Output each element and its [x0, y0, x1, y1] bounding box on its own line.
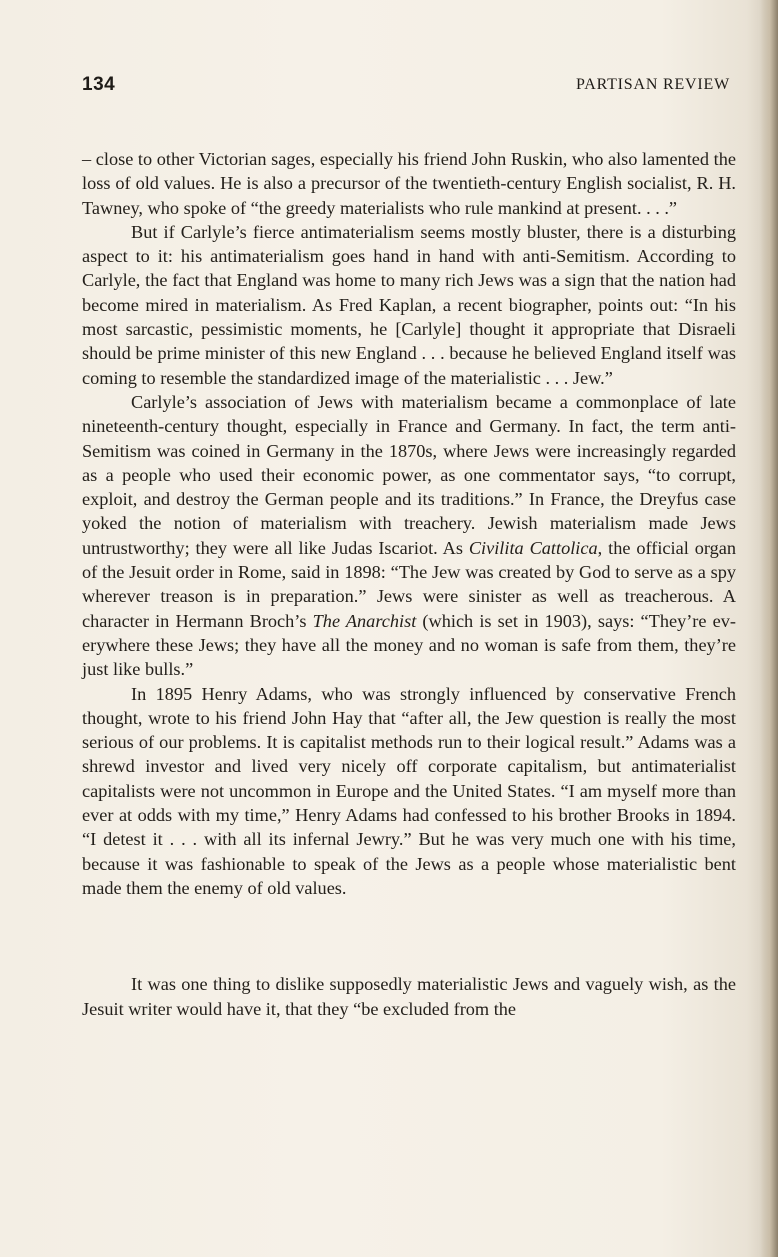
section-break — [82, 900, 736, 972]
running-head: PARTISAN REVIEW — [575, 76, 730, 93]
paragraph-text: But if Carlyle’s fierce antimaterialism seems mostly bluster, there is a disturbing aspect to it: his antimaterialism goes hand in hand with anti-Semitism. According to Carlyle, the fact that England was home to many rich Jews was a sign that the nation had become mired in materialism. As Fred Kaplan, a recent biographer, points out: “In his most sarcastic, pessimistic moments, he [Carlyle] thought it appropriate that Disraeli should be prime minister of this new England . . . because he believed England itself was coming to resemble the standardized image of the materialistic . . . Jew.” — [82, 221, 736, 388]
paragraph — [82, 972, 736, 1021]
paragraph — [82, 682, 736, 901]
paragraph-text: It was one thing to dislike supposedly materialistic Jews and vaguely wish, as the Jesuit writer would have it, that they “be excluded from the — [82, 974, 736, 1019]
paragraph-text: In 1895 Henry Adams, who was strongly influenced by conservative French thought, wrote to his friend John Hay that “after all, the Jew question is really the most serious of our problems. It is capitalist methods run to their logical result.” Adams was a shrewd investor and lived very nicely off corporate capitalism, but antimaterialist capitalists were not uncommon in Europe and the United States. “I am myself more than ever at odds with my time,” Henry Adams had confessed to his brother Brooks in 1894. “I detest it . . . with all its infernal Jewry.” But he was very much one with his time, because it was fashionable to speak of the Jews as a people whose materialistic bent made them the enemy of old values. — [82, 683, 736, 898]
body-text — [82, 147, 736, 1021]
page-header — [82, 74, 730, 102]
italic-title: The Anarchist — [312, 610, 417, 631]
paragraph-text: , the official organ of the Jesuit order in Rome, said in 1898: “The Jew was created by God to serve as a spy wherever treason is in preparation.” Jews were sinister as well as treacherous. A character in Hermann Broch’s — [82, 537, 736, 631]
paragraph — [82, 220, 736, 390]
italic-title: Civilita Cattolica — [468, 537, 598, 558]
book-spine-shadow — [760, 0, 778, 1257]
page-number: 134 — [82, 74, 116, 95]
paragraph-text: Carlyle’s association of Jews with materialism became a commonplace of late nineteenth-century thought, especially in France and Germany. In fact, the term anti-Semitism was coined in Germany in the 1870s, where Jews were increasingly regarded as a people who used their economic power, as one commentator says, “to corrupt, exploit, and destroy the German people and its traditions.” In France, the Dreyfus case yoked the notion of materialism with treachery. Jewish materialism made Jews untrustworthy; they were all like Judas Iscariot. As — [82, 391, 736, 558]
paragraph-text: (which is set in 1903), says: “They’re everywhere these Jews; they have all the money and no woman is safe from them, they’re just like bulls.” — [82, 610, 736, 680]
paragraph-text: – close to other Victorian sages, especially his friend John Ruskin, who also lamented the loss of old values. He is also a precursor of the twentieth-century English socialist, R. H. Tawney, who spoke of “the greedy materialists who rule mankind at present. . . .” — [82, 149, 736, 218]
paragraph — [82, 390, 736, 682]
paragraph — [82, 147, 736, 220]
